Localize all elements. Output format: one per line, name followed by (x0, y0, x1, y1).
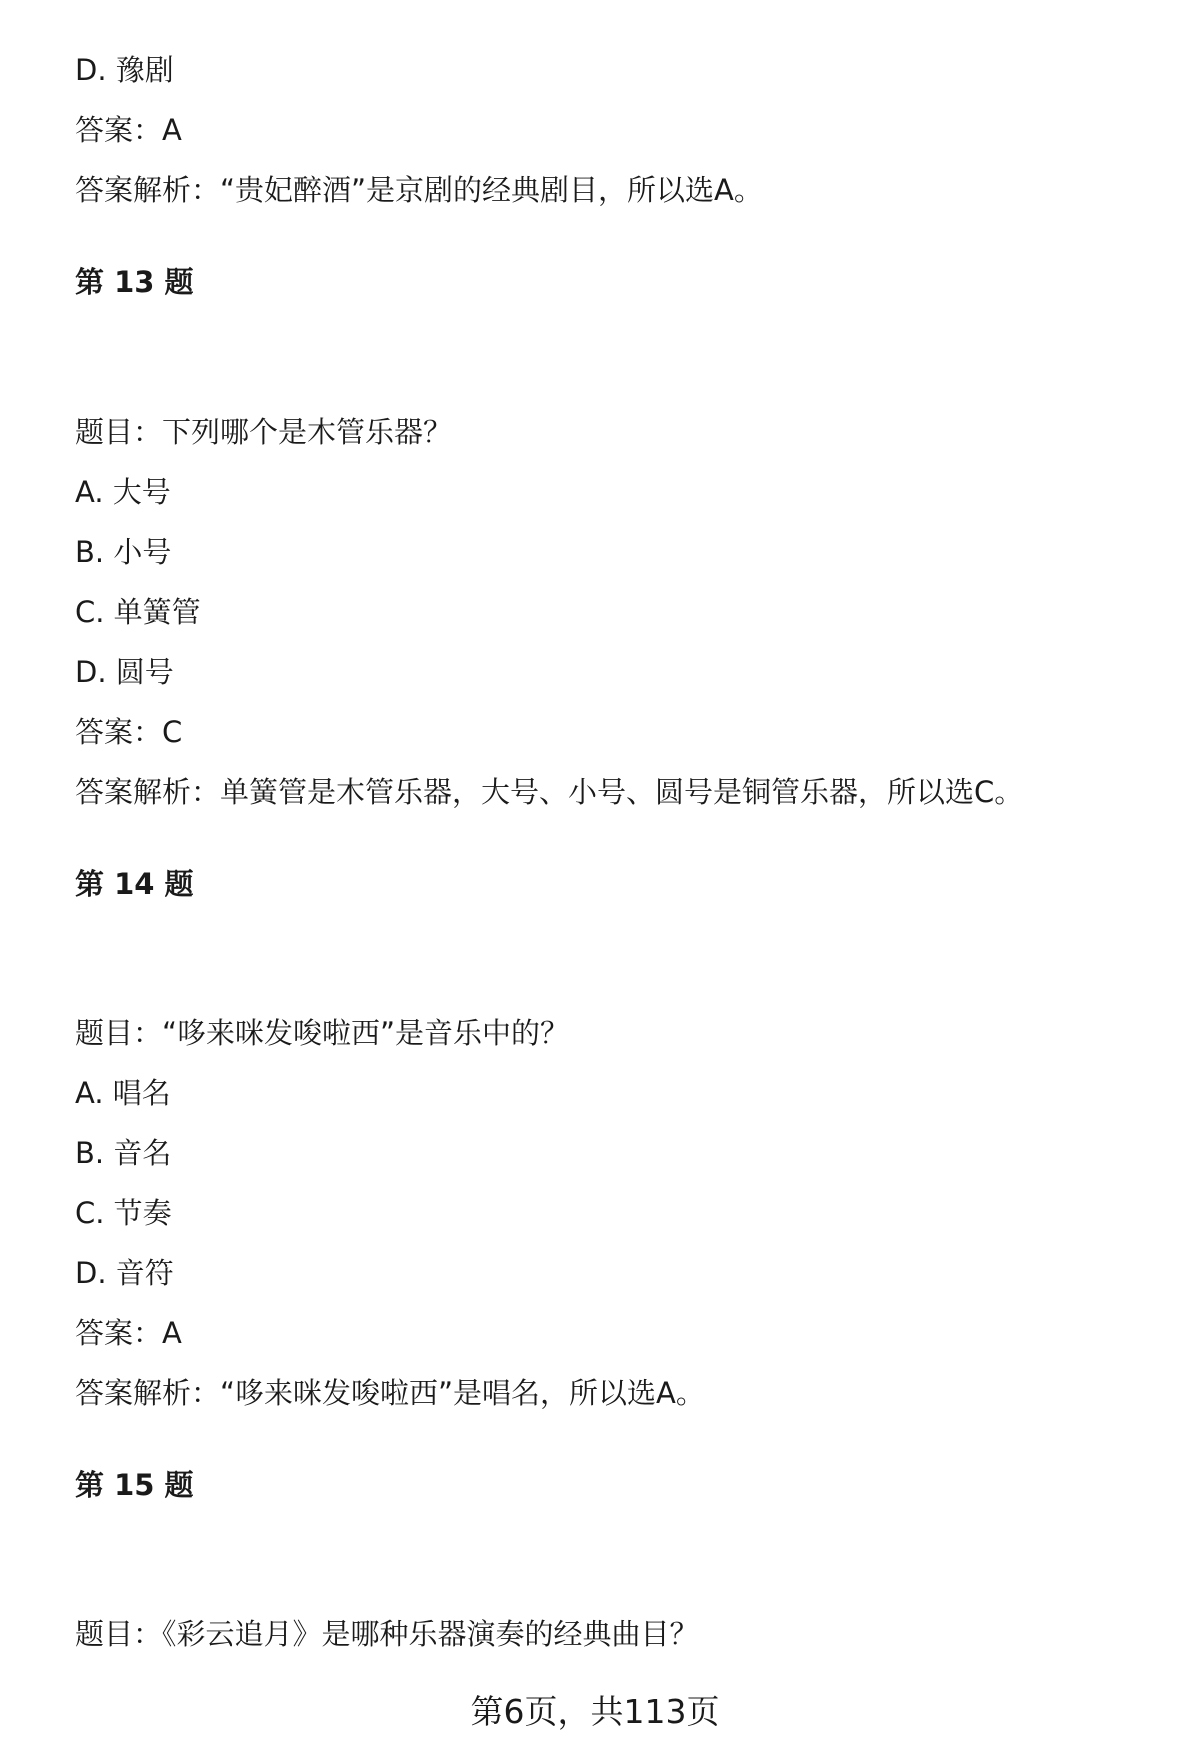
q14-option-a: A. 唱名 (75, 1076, 171, 1110)
q14-option-b: B. 音名 (75, 1136, 172, 1170)
q13-answer: 答案：C (75, 715, 183, 749)
q14-option-d: D. 音符 (75, 1256, 174, 1290)
q15-question: 题目：《彩云追月》是哪种乐器演奏的经典曲目？ (75, 1617, 699, 1651)
q13-option-a: A. 大号 (75, 475, 171, 509)
q15-heading: 第 15 题 (75, 1468, 194, 1502)
q13-option-c: C. 单簧管 (75, 595, 201, 629)
page-number: 第6页，共113页 (470, 1692, 720, 1731)
q12-option-d: D. 豫剧 (75, 53, 174, 87)
q14-heading: 第 14 题 (75, 867, 194, 901)
q13-explanation: 答案解析：单簧管是木管乐器，大号、小号、圆号是铜管乐器，所以选C。 (75, 775, 1024, 809)
q14-option-c: C. 节奏 (75, 1196, 172, 1230)
q13-option-b: B. 小号 (75, 535, 172, 569)
q13-heading: 第 13 题 (75, 265, 194, 299)
q12-answer: 答案：A (75, 113, 182, 147)
q14-explanation: 答案解析：“哆来咪发唆啦西”是唱名，所以选A。 (75, 1376, 705, 1410)
q14-answer: 答案：A (75, 1316, 182, 1350)
q13-question: 题目：下列哪个是木管乐器？ (75, 415, 453, 449)
q14-question: 题目：“哆来咪发唆啦西”是音乐中的？ (75, 1016, 570, 1050)
q13-option-d: D. 圆号 (75, 655, 174, 689)
q12-explanation: 答案解析：“贵妃醉酒”是京剧的经典剧目，所以选A。 (75, 173, 763, 207)
